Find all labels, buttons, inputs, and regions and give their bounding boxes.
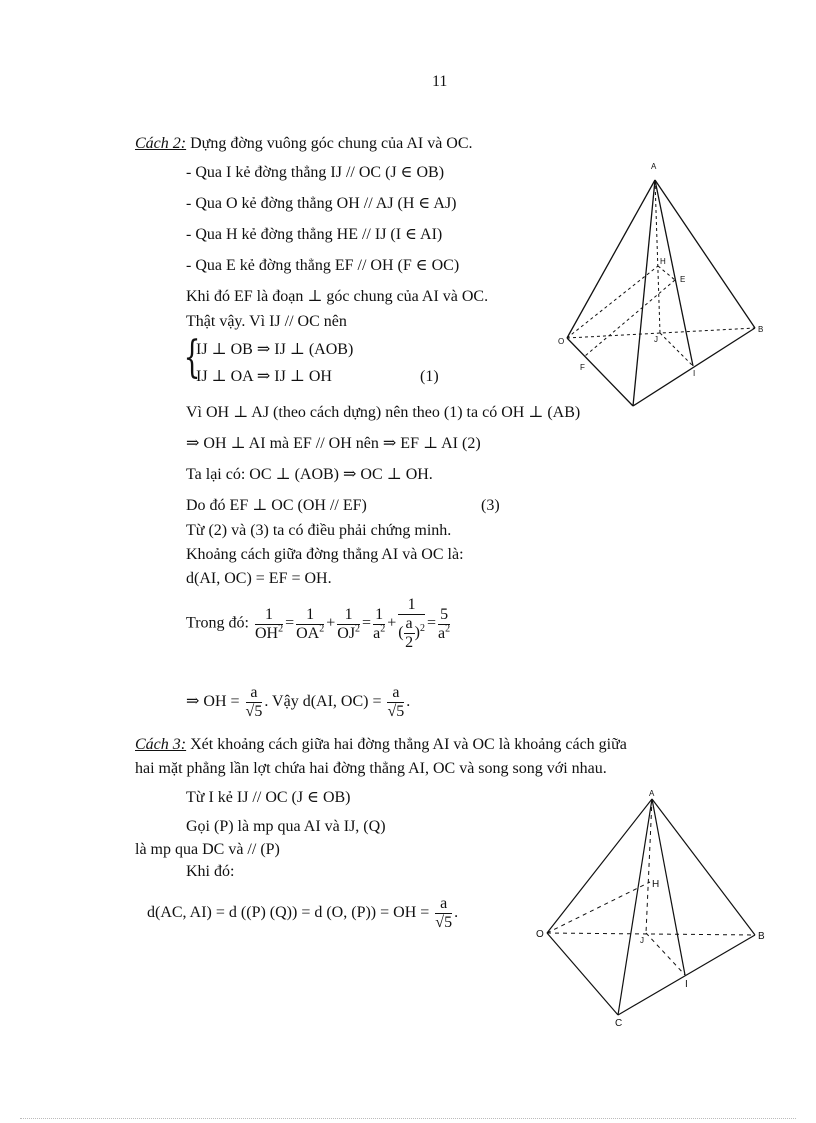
frac-a-sqrt5-2: $\frac{a}{√5}$ (387, 683, 405, 720)
fig1-label-i: I (693, 369, 696, 378)
cach3-line-2: hai mặt phẳng lần lợt chứa hai đờng thẳng AI, OC và song song với nhau. (135, 760, 607, 777)
frac-a-sqrt5-3: $\frac{a}{√5}$ (435, 894, 453, 931)
frac-1-a-half-sq: 1 ( $\frac{a}{2}$ )$^2$ (398, 596, 425, 651)
edge2-ab (652, 799, 755, 935)
frac-1-oh2: $\frac{1}{OH^2}$ (254, 605, 284, 642)
page-number: 11 (432, 73, 448, 90)
cach2-step-2: - Qua O kẻ đờng thẳng OH // AJ (H ∈ AJ) (186, 195, 457, 212)
system-brace: { (183, 332, 201, 383)
cach2-label-3: (3) (481, 497, 500, 514)
fig1-label-b: B (758, 325, 764, 334)
pyramid-figure-1 (550, 158, 770, 413)
formula-prefix: Trong đó: (186, 614, 249, 632)
system-line-2: IJ ⊥ OA ⇒ IJ ⊥ OH (196, 368, 332, 385)
edge2-ob (547, 933, 755, 935)
fig1-label-a: A (651, 162, 657, 171)
cach2-line-e: Từ (2) và (3) ta có điều phải chứng minh. (186, 522, 452, 539)
edge-cb (633, 328, 755, 406)
edge2-cb (618, 935, 755, 1015)
edge-ob (567, 328, 755, 338)
fig1-label-j: J (654, 335, 658, 344)
edge-oh (567, 266, 658, 338)
cach3-heading-line (135, 735, 627, 755)
cach2-heading: Cách 2: (135, 135, 187, 152)
cach2-line-g: d(AI, OC) = EF = OH. (186, 570, 332, 587)
cach3-heading-rest: Xét khoảng cách giữa hai đờng thẳng AI và OC là khoảng cách giữa (186, 736, 627, 753)
fig2-label-i: I (685, 979, 688, 990)
cach2-proof-intro: Thật vậy. Vì IJ // OC nên (186, 313, 347, 330)
edge2-ji (646, 933, 685, 975)
fig2-label-h: H (652, 879, 660, 890)
cach3-line-4: Gọi (P) là mp qua AI và IJ, (Q) (186, 818, 386, 835)
cach3-line-5: là mp qua DC và // (P) (135, 841, 280, 858)
cach2-heading-rest: Dựng đờng vuông góc chung của AI và OC. (186, 135, 473, 152)
formula-line: Trong đó: $\frac{1}{OH^2}$ = $\frac{1}{OA^2}$ + $\frac{1}{OJ^2}$ = $\frac{1}{a^2}$ + 1 ( $\frac{a}{2}$ )$^2$ = $\frac{5}{a^2}$ (186, 596, 451, 651)
frac-a-sqrt5-1: $\frac{a}{√5}$ (245, 683, 263, 720)
fig2-label-b: B (758, 931, 765, 942)
frac-5-a2: $\frac{5}{a^2}$ (438, 605, 451, 642)
fig1-label-h: H (660, 257, 666, 266)
edge2-ac (618, 799, 652, 1015)
pyramid-figure-2 (530, 785, 780, 1035)
page-bottom-border (20, 1118, 796, 1119)
cach3-heading: Cách 3: (135, 736, 187, 753)
frac-1-oa2: $\frac{1}{OA^2}$ (296, 605, 325, 642)
frac-1-oj2: $\frac{1}{OJ^2}$ (337, 605, 361, 642)
cach2-line-a: Vì OH ⊥ AJ (theo cách dựng) nên theo (1) ta có OH ⊥ (AB) (186, 404, 581, 421)
system-line-1: IJ ⊥ OB ⇒ IJ ⊥ (AOB) (196, 341, 354, 358)
cach2-conclusion: Khi đó EF là đoạn ⊥ góc chung của AI và OC. (186, 288, 489, 305)
cach2-line-c: Ta lại có: OC ⊥ (AOB) ⇒ OC ⊥ OH. (186, 466, 433, 483)
cach2-step-1: - Qua I kẻ đờng thẳng IJ // OC (J ∈ OB) (186, 164, 445, 181)
edge-oc (567, 338, 633, 406)
edge2-oc (547, 933, 618, 1015)
result-mid: . Vậy d(AI, OC) = (264, 693, 382, 710)
frac-1-a2: $\frac{1}{a^2}$ (373, 605, 386, 642)
cach2-line-f: Khoảng cách giữa đờng thẳng AI và OC là: (186, 546, 464, 563)
cach3-line-3: Từ I kẻ IJ // OC (J ∈ OB) (186, 789, 351, 806)
cach2-step-4: - Qua E kẻ đờng thẳng EF // OH (F ∈ OC) (186, 257, 460, 274)
fig1-label-e: E (680, 275, 686, 284)
result-prefix: ⇒ OH = (186, 693, 240, 710)
cach2-step-3: - Qua H kẻ đờng thẳng HE // IJ (I ∈ AI) (186, 226, 443, 243)
cach2-line-d: Do đó EF ⊥ OC (OH // EF) (186, 497, 367, 514)
fig2-label-o: O (536, 929, 544, 940)
fig2-label-a: A (649, 789, 655, 798)
fig1-label-f: F (580, 363, 585, 372)
edge2-ao (547, 799, 652, 933)
cach3-final-prefix: d(AC, AI) = d ((P) (Q)) = d (O, (P)) = OH = (147, 904, 430, 921)
cach2-heading-line (135, 134, 473, 154)
result-line: ⇒ OH = $\frac{a}{√5}$ . Vậy d(AI, OC) = $\frac{a}{√5}$ . (186, 683, 411, 720)
edge-ij (660, 333, 693, 366)
cach2-line-b: ⇒ OH ⊥ AI mà EF // OH nên ⇒ EF ⊥ AI (2) (186, 435, 481, 452)
cach3-final-line: d(AC, AI) = d ((P) (Q)) = d (O, (P)) = OH = $\frac{a}{√5}$ . (147, 894, 459, 931)
fig2-label-j: J (640, 936, 644, 945)
fig2-label-c: C (615, 1018, 623, 1029)
fig1-label-o: O (558, 337, 565, 346)
cach3-line-6: Khi đó: (186, 863, 235, 880)
system-label-1: (1) (420, 368, 439, 385)
edge-ef (585, 280, 675, 356)
